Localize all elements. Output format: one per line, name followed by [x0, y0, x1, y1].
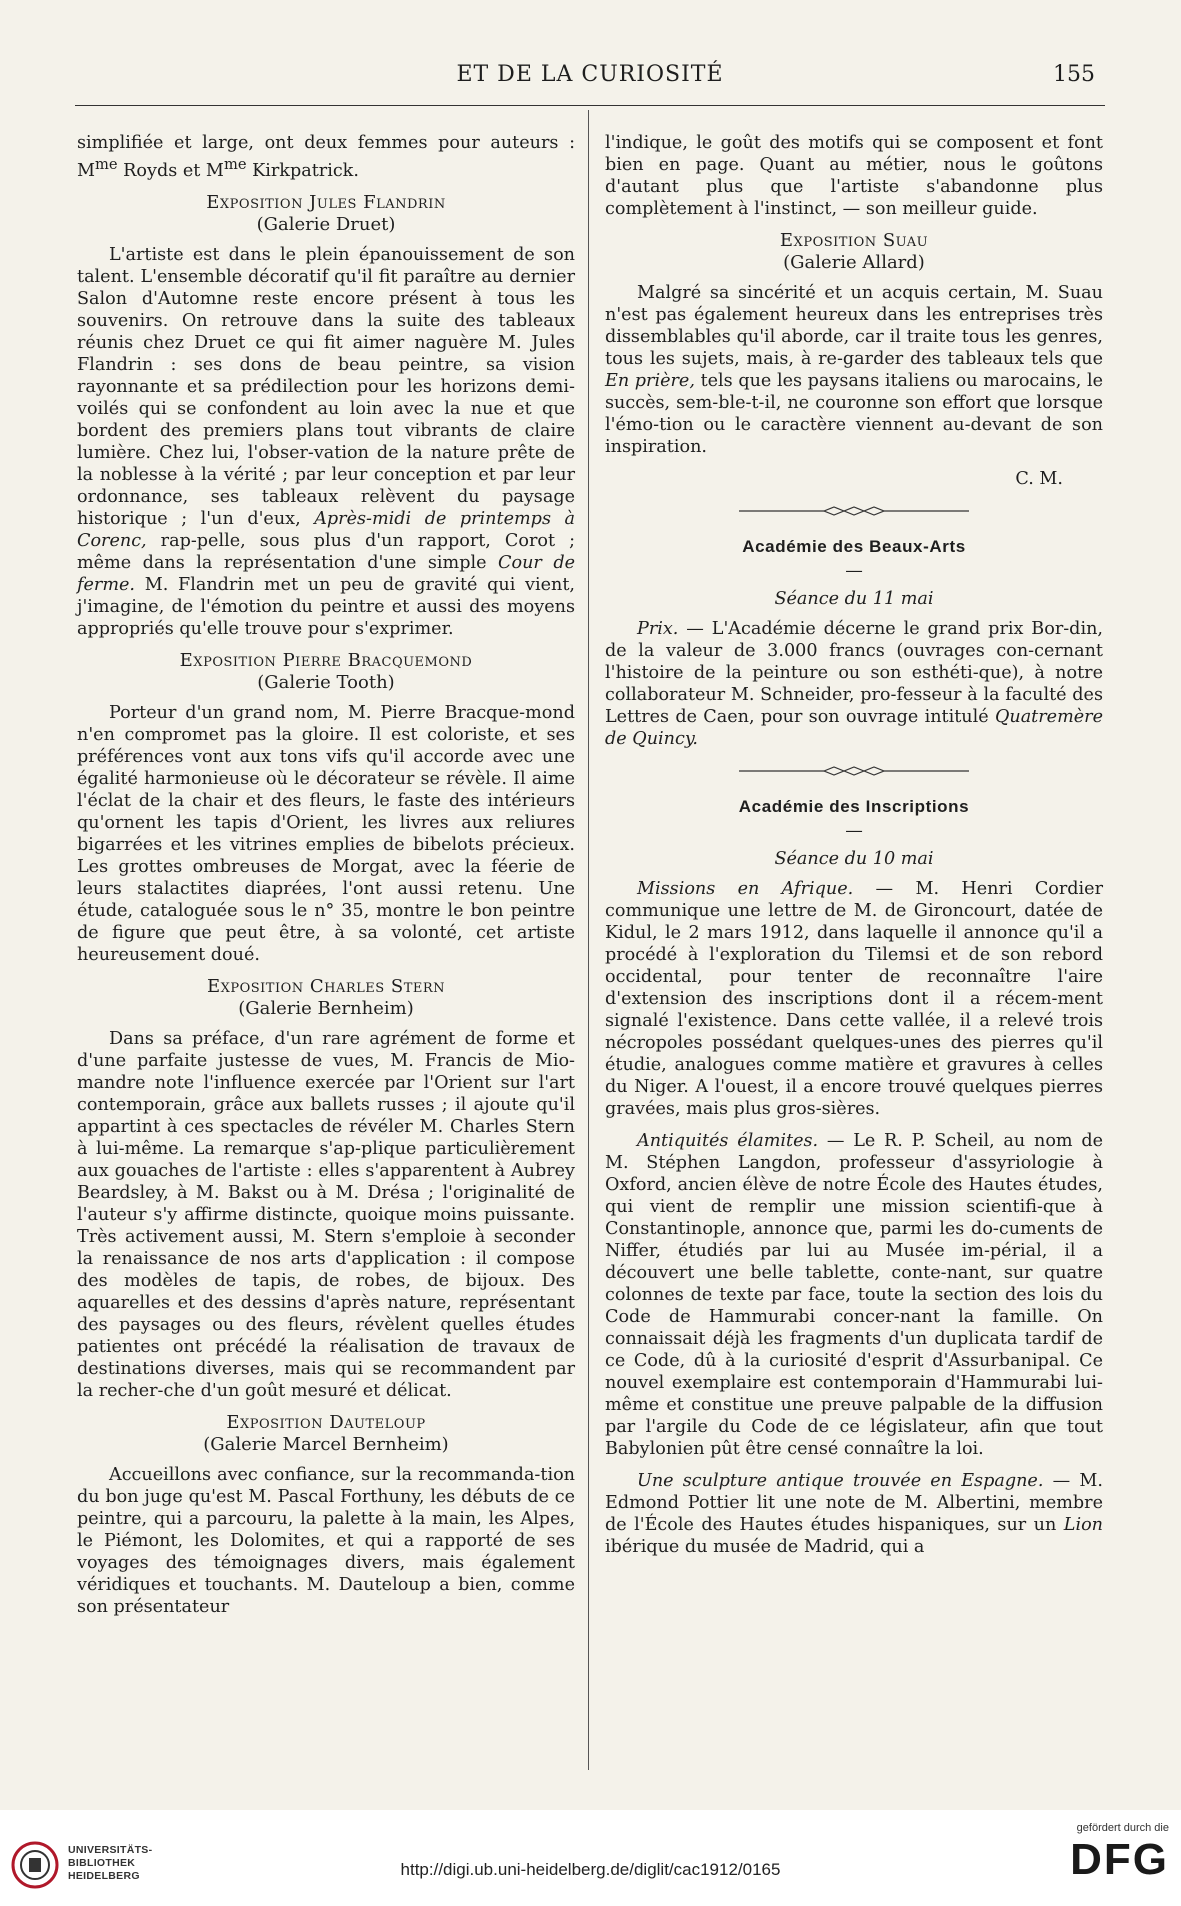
- title-dash: —: [845, 561, 863, 581]
- exhibition-title: Exposition Jules Flandrin: [206, 191, 446, 213]
- author-signature: C. M.: [1015, 469, 1063, 489]
- column-divider: [588, 110, 589, 1770]
- section-title: Académie des Beaux-Arts: [742, 537, 966, 556]
- body-paragraph: Porteur d'un grand nom, M. Pierre Bracque-mond n'en compromet pas la gloire. Il est coloriste, et ses préférences vont aux tons vifs qu'il accorde avec une égalité harmonieuse où le décorateur se révèle. Il aime l'éclat de la chair et des fleurs, le faste des intérieurs qu'ornent les tapis d'Orient, les livres aux reliures bigarrées et les vitrines emplies de bibelots précieux. Les grottes ombreuses de Morgat, avec la féerie de leurs stalactites diaprées, l'ont aussi retenu. Une étude, cataloguée sous le n° 35, montre le bon peintre de figure que peut être, à sa volonté, cet artiste heureusement doué.: [77, 702, 575, 965]
- dfg-logo[interactable]: [1049, 1822, 1169, 1902]
- body-paragraph: Une sculpture antique trouvée en Espagne. — M. Edmond Pottier lit une note de M. Albertini, membre de l'École des Hautes études hispaniques, sur un Lion ibérique du musée de Madrid, qui a: [605, 1471, 1104, 1557]
- body-paragraph: L'artiste est dans le plein épanouissement de son talent. L'ensemble décoratif qu'il fit paraître au dernier Salon d'Automne reste encore présent à tous les souvenirs. On retrouve dans la suite des tableaux réunis chez Druet ce qui fit aimer naguère M. Jules Flandrin : ses dons de beau peintre, sa vision rayonnante et sa prédilection pour les horizons demi-voilés qui se confondent au loin avec la nue et que bordent des premiers plans tout vibrants de claire lumière. Chez lui, l'obser-vation de la nature prête de la noblesse à la vérité ; par leur conception et par leur ordonnance, ses tableaux relèvent du paysage historique ; l'un d'eux, Après-midi de printemps à Corenc, rap-pelle, sous plus d'un rapport, Corot ; même dans la représentation d'une simple Cour de ferme. M. Flandrin met un peu de gravité qui vient, j'imagine, de l'émotion du peintre et aussi des moyens appropriés qu'elle trouve pour s'exprimer.: [77, 244, 575, 639]
- section-title: Académie des Inscriptions: [738, 797, 970, 816]
- gallery-name: (Galerie Bernheim): [238, 997, 414, 1019]
- gallery-name: (Galerie Tooth): [257, 671, 395, 693]
- running-header: [70, 62, 1110, 92]
- right-column: [605, 132, 1103, 1568]
- running-title: ET DE LA CURIOSITÉ: [456, 62, 724, 87]
- section-ornament: [605, 760, 1103, 782]
- gallery-name: (Galerie Marcel Bernheim): [203, 1433, 449, 1455]
- body-paragraph: Dans sa préface, d'un rare agrément de forme et d'une parfaite justesse de vues, M. Francis de Mio-mandre note l'influence exercée par l'Orient sur l'art contemporain, grâce aux ballets russes ; il ajoute qu'il appartint à ces spectacles de révéler M. Charles Stern à lui-même. La remarque s'ap-plique particulièrement aux gouaches de l'artiste : elles s'apparentent à Aubrey Beardsley, à M. Bakst ou à M. Drésa ; l'originalité de l'auteur s'y affirme distincte, quoique moins puissante. Très activement aussi, M. Stern s'emploie à seconder la renaissance de nos arts d'application : il compose des modèles de tapis, de robes, de bijoux. Des aquarelles et des dessins d'après nature, représentant des paysages ou des fleurs, révèlent quelles études patientes ont précédé la réalisation de travaux de destinations diverses, mais qui se recommandent par la recher-che d'un goût mesuré et délicat.: [77, 1028, 575, 1401]
- ornament-divider-icon: [739, 504, 969, 518]
- permalink-url[interactable]: http://digi.ub.uni-heidelberg.de/diglit/cac1912/0165: [400, 1860, 781, 1879]
- intro-paragraph: simplifiée et large, ont deux femmes pour auteurs : $M^{me}$ Royds et $M^{me}$ Kirkpatrick.: [77, 133, 575, 181]
- ornament-divider-icon: [739, 764, 969, 778]
- session-date: Séance du 10 mai: [774, 849, 934, 869]
- page-number: 155: [1053, 62, 1095, 87]
- gallery-name: (Galerie Druet): [256, 213, 396, 235]
- dfg-wordmark: DFG: [1070, 1835, 1169, 1884]
- continued-paragraph: l'indique, le goût des motifs qui se composent et font bien en page. Quant au métier, nous le goûtons d'autant plus que l'artiste s'abandonne plus complètement à l'instinct, — son meilleur guide.: [605, 133, 1103, 219]
- gallery-name: (Galerie Allard): [783, 252, 925, 273]
- library-name: UNIVERSITÄTS- BIBLIOTHEK HEIDELBERG: [68, 1844, 153, 1882]
- section-ornament: [605, 500, 1103, 522]
- body-paragraph: Missions en Afrique. — M. Henri Cordier communique une lettre de M. de Gironcourt, datée de Kidul, le 2 mars 1912, dans laquelle il annonce qu'il a procédé à l'exploration du Tilemsi et de son rebord occidental, pour tenter de reconnaître l'aire d'extension des inscriptions dont il a récem-ment signalé l'existence. Dans cette vallée, il a relevé trois nécropoles possédant quelques-unes des pierres qu'il étudie, analogues comme matière et gravures à celles du Niger. A l'ouest, il a encore trouvé quelques pierres gravées, mais plus gros-sières.: [605, 879, 1104, 1119]
- body-paragraph: Malgré sa sincérité et un acquis certain, M. Suau n'est pas également heureux dans les entreprises très dissemblables qu'il aborde, car il traite tous les genres, tous les sujets, mais, à re-garder des tableaux tels que En prière, tels que les paysans italiens ou marocains, le succès, sem-ble-t-il, ne couronne son effort que lorsque l'émo-tion ou le caractère viennent au-devant de son inspiration.: [605, 283, 1103, 457]
- exhibition-title: Exposition Suau: [779, 230, 929, 251]
- funded-by-label: gefördert durch die: [1076, 1822, 1169, 1834]
- exhibition-title: Exposition Charles Stern: [206, 975, 446, 997]
- left-column: [77, 132, 575, 1628]
- title-dash: —: [845, 821, 863, 841]
- body-paragraph: Antiquités élamites. — Le R. P. Scheil, au nom de M. Stéphen Langdon, professeur d'assyriologie à Oxford, ancien élève de notre École des Hautes études, qui vient de remplir une mission scientifi-que à Constantinople, annonce que, parmi les do-cuments de Niffer, étudiés par lui au Musée im-périal, il a découvert une belle tablette, conte-nant, sur quatre colonnes de texte par face, toute la section des lois du Code de Hammurabi concer-nant la famille. On connaissait déjà les fragments d'un duplicata tardif de ce Code, dû à la curiosité d'esprit d'Assurbanipal. Ce nouvel exemplaire est contemporain d'Hammurabi lui-même et constitue une preuve palpable de la diffusion par l'argile du Code de ce législateur, afin que tout Babylonien pût être censé connaître la loi.: [605, 1131, 1103, 1459]
- session-date: Séance du 11 mai: [774, 589, 934, 609]
- exhibition-title: Exposition Dauteloup: [226, 1411, 426, 1433]
- header-rule: [75, 105, 1105, 106]
- exhibition-title: Exposition Pierre Bracquemond: [179, 649, 473, 671]
- body-paragraph: Prix. — L'Académie décerne le grand prix Bor-din, de la valeur de 3.000 francs (ouvrages con-cernant l'histoire de la peinture ou son esthéti-que), à notre collaborateur M. Schneider, pro-fesseur à la faculté des Lettres de Caen, pour son ouvrage intitulé Quatremère de Quincy.: [605, 619, 1103, 749]
- digitization-footer: [0, 1810, 1181, 1906]
- body-paragraph: Accueillons avec confiance, sur la recommanda-tion du bon juge qu'est M. Pascal Forthuny, les débuts de ce peintre, qui a parcouru, la palette à la main, les Alpes, le Piémont, les Dolomites, et qui a rapporté de ses voyages des témoignages divers, mais également véridiques et touchants. M. Dauteloup a bien, comme son présentateur: [77, 1464, 575, 1617]
